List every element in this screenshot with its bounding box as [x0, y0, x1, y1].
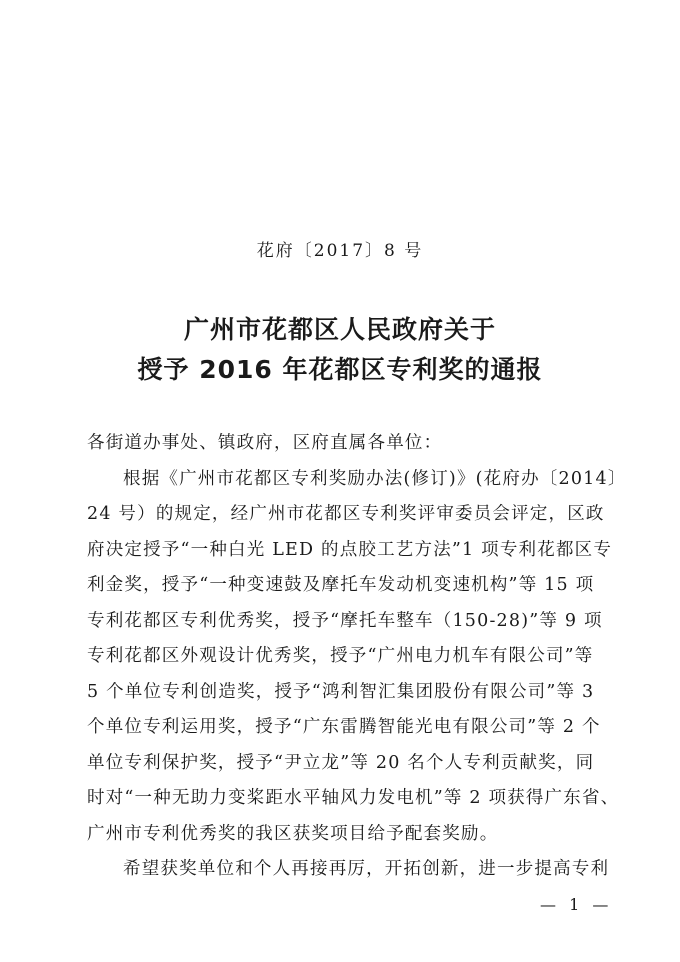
- document-number: 花府〔2017〕8 号: [256, 241, 424, 261]
- paragraph-line: 广州市专利优秀奖的我区获奖项目给予配套奖励。: [87, 823, 499, 844]
- paragraph-line: 利金奖，授予“一种变速鼓及摩托车发动机变速机构”等 15 项: [87, 575, 595, 595]
- paragraph-2: [87, 852, 610, 888]
- paragraph-line: 根据《广州市花都区专利奖励办法(修订)》(花府办〔2014〕: [123, 468, 627, 489]
- document-title: [0, 310, 680, 390]
- paragraph-line: 专利花都区外观设计优秀奖，授予“广州电力机车有限公司”等: [87, 646, 594, 666]
- title-line-1: 广州市花都区人民政府关于: [183, 315, 496, 344]
- paragraph-1: [87, 462, 627, 853]
- paragraph-line: 府决定授予“一种白光 LED 的点胶工艺方法”1 项专利花都区专: [87, 539, 613, 560]
- page-number: — 1 —: [540, 895, 613, 914]
- paragraph-line: 24 号）的规定，经广州市花都区专利奖评审委员会评定，区政: [87, 504, 605, 524]
- document-body: [87, 426, 627, 888]
- paragraph-line: 希望获奖单位和个人再接再厉，开拓创新，进一步提高专利: [123, 859, 610, 879]
- paragraph-line: 个单位专利运用奖，授予“广东雷腾智能光电有限公司”等 2 个: [87, 717, 601, 737]
- title-line-2: 授予 2016 年花都区专利奖的通报: [137, 355, 543, 384]
- paragraph-line: 单位专利保护奖，授予“尹立龙”等 20 名个人专利贡献奖，同: [87, 752, 595, 773]
- salutation: 各街道办事处、镇政府，区府直属各单位：: [87, 433, 443, 453]
- paragraph-line: 时对“一种无助力变桨距水平轴风力发电机”等 2 项获得广东省、: [87, 788, 620, 808]
- paragraph-line: 5 个单位专利创造奖，授予“鸿利智汇集团股份有限公司”等 3: [87, 681, 595, 702]
- paragraph-line: 专利花都区专利优秀奖，授予“摩托车整车（150-28)”等 9 项: [87, 610, 603, 631]
